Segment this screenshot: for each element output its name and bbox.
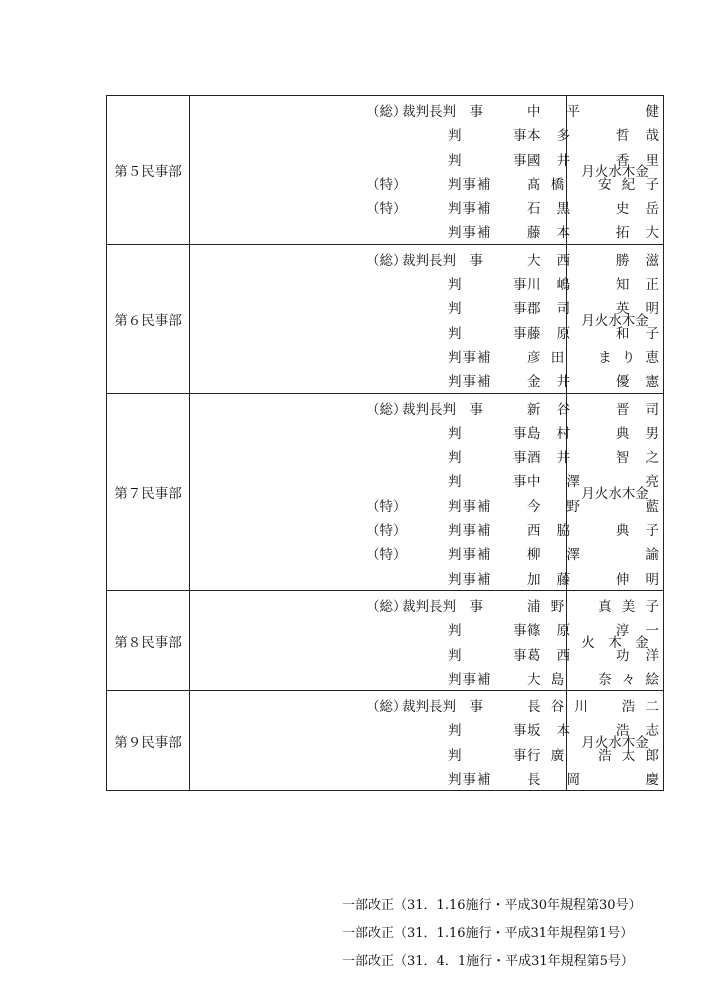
member-name: 長谷川 浩二 (527, 699, 659, 716)
department-row (107, 393, 664, 590)
member-title: 裁判長判 事 (402, 699, 483, 716)
member-name: 西脇 典子 (527, 523, 659, 540)
member-name: 川嶋 知正 (527, 277, 659, 294)
member-title: 判事補 (448, 201, 492, 218)
member-title: 判事補 (448, 671, 492, 688)
member-row (190, 218, 659, 242)
member-row (190, 716, 659, 740)
member-name: 篠原 淳一 (527, 623, 659, 640)
member-title: 判 事 (448, 325, 546, 342)
member-title: 判 事 (448, 474, 546, 491)
member-title: 判 事 (448, 425, 546, 442)
member-title: 判 事 (448, 128, 546, 145)
department-row (107, 691, 664, 791)
member-row (190, 294, 659, 318)
member-row (190, 592, 659, 616)
court-roster-table (106, 95, 664, 791)
department-row (107, 244, 664, 393)
member-title: 判 事 (448, 723, 546, 740)
member-prefix: （総） (366, 252, 407, 269)
member-name: 長岡 慶 (527, 772, 659, 789)
member-title: 判事補 (448, 523, 492, 540)
member-name: 彦田 まり恵 (527, 349, 659, 366)
member-title: 裁判長判 事 (402, 598, 483, 615)
member-name: 大島 奈々絵 (527, 671, 659, 688)
department-name: 第７民事部 (107, 393, 190, 590)
member-row (190, 516, 659, 540)
member-name: 金井 優憲 (527, 374, 659, 391)
member-title: 判事補 (448, 772, 492, 789)
roster-body (107, 96, 664, 791)
member-title: 判 事 (448, 450, 546, 467)
member-prefix: （特） (366, 498, 407, 515)
member-title: 判 事 (448, 647, 546, 664)
member-name: 加藤 伸明 (527, 571, 659, 588)
member-name: 今野 藍 (527, 498, 659, 515)
member-title: 判事補 (448, 498, 492, 515)
member-title: 判 事 (448, 152, 546, 169)
member-prefix: （特） (366, 176, 407, 193)
member-prefix: （総） (366, 104, 407, 120)
member-row (190, 270, 659, 294)
member-name: 新谷 晋司 (527, 401, 659, 418)
member-name: 酒井 智之 (527, 450, 659, 467)
member-prefix: （特） (366, 547, 407, 564)
member-name: 柳澤 諭 (527, 547, 659, 564)
member-row (190, 692, 659, 716)
member-name: 石黒 史岳 (527, 201, 659, 218)
member-title: 判事補 (448, 374, 492, 391)
member-name: 郡司 英明 (527, 301, 659, 318)
member-title: 判 事 (448, 747, 546, 764)
member-title: 判 事 (448, 277, 546, 294)
member-row (190, 665, 659, 689)
sitting-days: 火 木 金 (567, 590, 664, 690)
department-name: 第５民事部 (107, 96, 190, 245)
department-name: 第８民事部 (107, 590, 190, 690)
member-name: 國井 香里 (527, 152, 659, 169)
member-title: 裁判長判 事 (402, 104, 483, 120)
member-row (190, 146, 659, 170)
member-prefix: （特） (366, 523, 407, 540)
sitting-days: 月火水木金 (567, 244, 664, 393)
member-title: 裁判長判 事 (402, 401, 483, 418)
member-name: 中平 健 (527, 104, 659, 120)
member-row (190, 467, 659, 491)
member-prefix: （総） (366, 401, 407, 418)
member-name: 島村 典男 (527, 425, 659, 442)
amendment-note: 一部改正（31．4．1施行・平成31年規程第5号） (342, 954, 634, 969)
member-name: 浦野 真美子 (527, 598, 659, 615)
member-row (190, 540, 659, 564)
amendment-note: 一部改正（31．1.16施行・平成30年規程第30号） (342, 898, 642, 913)
member-row (190, 395, 659, 419)
member-title: 判 事 (448, 301, 546, 318)
department-name: 第６民事部 (107, 244, 190, 393)
member-row (190, 367, 659, 391)
member-name: 藤原 和子 (527, 325, 659, 342)
amendment-notes (342, 892, 642, 976)
department-name: 第９民事部 (107, 691, 190, 791)
member-title: 判事補 (448, 571, 492, 588)
member-name: 藤本 拓大 (527, 225, 659, 242)
member-row (190, 443, 659, 467)
member-title: 裁判長判 事 (402, 252, 483, 269)
department-row (107, 96, 664, 245)
member-row (190, 419, 659, 443)
member-row (190, 616, 659, 640)
member-name: 髙橋 安紀子 (527, 176, 659, 193)
department-row (107, 590, 664, 690)
member-title: 判事補 (448, 349, 492, 366)
amendment-note: 一部改正（31．1.16施行・平成31年規程第1号） (342, 926, 634, 941)
member-name: 大西 勝滋 (527, 252, 659, 269)
member-title: 判事補 (448, 225, 492, 242)
member-row (190, 343, 659, 367)
member-prefix: （特） (366, 201, 407, 218)
member-prefix: （総） (366, 699, 407, 716)
sitting-days: 月火水木金 (567, 393, 664, 590)
sitting-days: 月火水木金 (567, 96, 664, 245)
member-row (190, 194, 659, 218)
member-name: 行廣 浩太郎 (527, 747, 659, 764)
member-name: 葛西 功洋 (527, 647, 659, 664)
member-prefix: （総） (366, 598, 407, 615)
member-title: 判 事 (448, 623, 546, 640)
member-row (190, 565, 659, 589)
member-name: 中澤 亮 (527, 474, 659, 491)
member-row (190, 121, 659, 145)
member-title: 判事補 (448, 547, 492, 564)
member-name: 坂本 浩志 (527, 723, 659, 740)
sitting-days: 月火水木金 (567, 691, 664, 791)
member-title: 判事補 (448, 176, 492, 193)
member-row (190, 97, 659, 121)
member-name: 本多 哲哉 (527, 128, 659, 145)
member-row (190, 765, 659, 789)
member-row (190, 246, 659, 270)
